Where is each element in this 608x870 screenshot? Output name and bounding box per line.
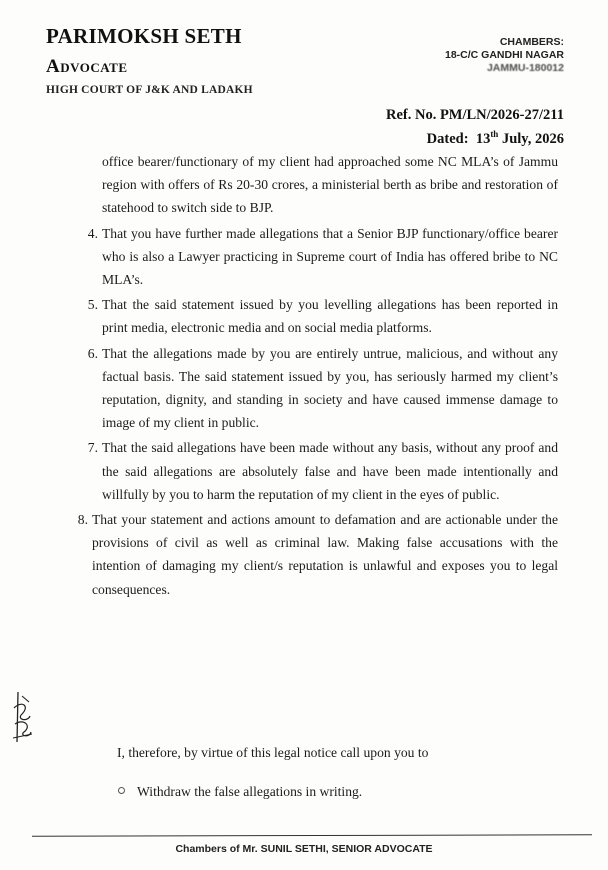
- bullet-item: [118, 784, 362, 800]
- item-number: 4.: [87, 225, 98, 241]
- item-text: That your statement and actions amount to defamation and are actionable under the provisions of civil as well as criminal law. Making false accusations with the intention of damaging my client/s reputation is unlawful and exposes you to legal consequences.: [92, 512, 558, 597]
- court-name: HIGH COURT OF J&K AND LADAKH: [46, 84, 253, 96]
- footer-chambers: Chambers of Mr. SUNIL SETHI, SENIOR ADVOCATE: [175, 843, 433, 855]
- continuation-paragraph: office bearer/functionary of my client had approached some NC MLA’s of Jammu region with offers of Rs 20-30 crores, a ministerial berth as bribe and restoration of statehood to switch side to BJP.: [102, 154, 558, 216]
- item-number: 6.: [87, 345, 98, 361]
- item-text: That you have further made allegations that a Senior BJP functionary/office bearer who is also a Lawyer practicing in Supreme court of India has offered bribe to NC MLA’s.: [102, 225, 558, 288]
- item-number: 7.: [87, 440, 98, 456]
- date-line: [386, 125, 564, 149]
- list-item: [87, 222, 558, 292]
- list-item: [87, 436, 558, 506]
- chambers-address: [445, 36, 564, 75]
- list-item: [87, 342, 558, 435]
- item-text: That the allegations made by you are entirely untrue, malicious, and without any factual basis. The said statement issued by you, has seriously harmed my client’s reputation, dignity, and standing in society and have caused immense damage to image of my client in public.: [102, 345, 558, 431]
- item-number: 5.: [87, 297, 98, 313]
- bullet-text: Withdraw the false allegations in writing.: [137, 784, 363, 799]
- handwritten-initials-icon: [10, 688, 36, 746]
- date-day: 13: [475, 130, 491, 147]
- date-rest: July, 2026: [498, 130, 564, 147]
- item-number: 8.: [77, 512, 88, 528]
- address-line-1: 18-C/C GANDHI NAGAR: [444, 49, 564, 61]
- item-text: That the said statement issued by you levelling allegations has been reported in print media, electronic media and on social media platforms.: [102, 297, 558, 336]
- list-item: [77, 508, 558, 601]
- dated-label: Dated:: [426, 130, 469, 147]
- advocate-name: PARIMOKSH SETH: [46, 24, 242, 48]
- notice-body: [0, 150, 608, 601]
- item-text: That the said allegations have been made without any basis, without any proof and the said allegations are absolutely false and have been made intentionally and willfully by you to harm the reputation of my client in the eyes of public.: [102, 440, 558, 502]
- reference-number: Ref. No. PM/LN/2026-27/211: [385, 107, 564, 123]
- advocate-title: Advocate: [46, 56, 128, 77]
- reference-block: [386, 106, 564, 149]
- list-item: [87, 293, 558, 339]
- chambers-label: CHAMBERS:: [499, 36, 564, 48]
- address-line-2: JAMMU-180012: [486, 62, 564, 74]
- date-suffix: th: [490, 129, 499, 139]
- closing-intro: I, therefore, by virtue of this legal notice call upon you to: [117, 745, 429, 760]
- bullet-circle-icon: [118, 787, 125, 794]
- footer-divider: [32, 834, 592, 836]
